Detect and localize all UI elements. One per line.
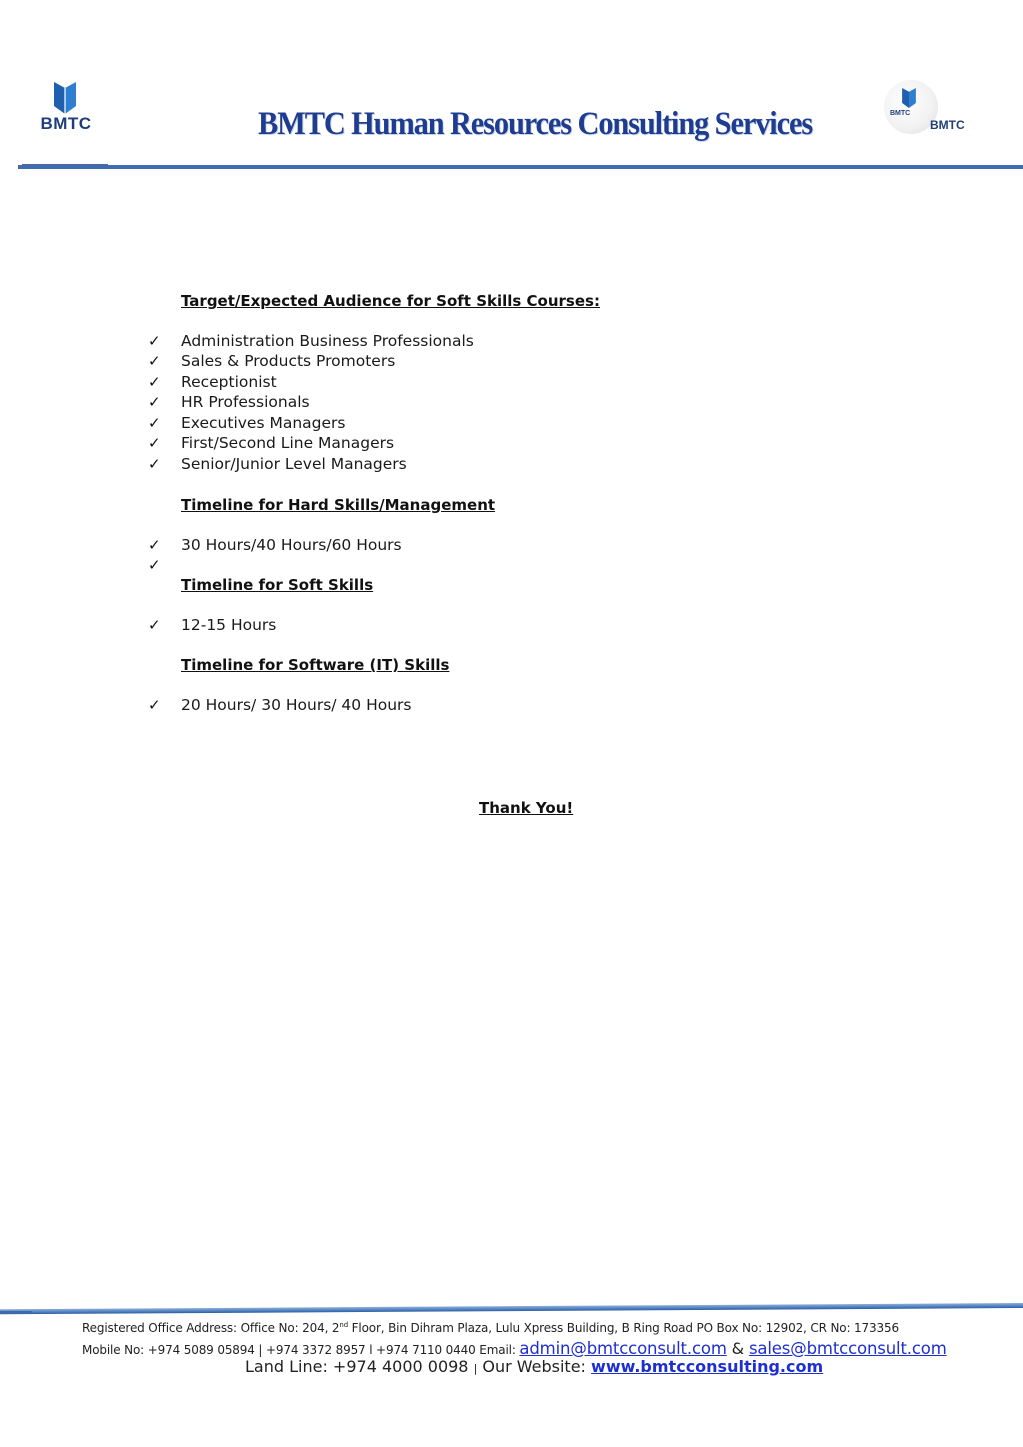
landline-text: Land Line: +974 4000 0098 (245, 1357, 474, 1376)
footer-address (82, 1321, 962, 1335)
footer-rule (0, 1303, 1023, 1314)
list-item-text: HR Professionals (181, 393, 310, 411)
website-label: Our Website: (477, 1357, 592, 1376)
list-item-text: Executives Managers (181, 414, 346, 432)
right-logo-mini-text: BMTC (890, 110, 911, 117)
email-link-admin[interactable]: admin@bmtcconsult.com (519, 1339, 727, 1358)
website-link[interactable]: www.bmtcconsulting.com (591, 1357, 824, 1376)
closing-text: Thank You! (479, 799, 574, 817)
left-logo-tagline (28, 134, 104, 138)
header-title: BMTC Human Resources Consulting Services (258, 106, 813, 142)
checkmark-icon: ✓ (148, 332, 161, 350)
left-logo-text: BMTC (40, 114, 92, 133)
email-separator: & (726, 1339, 749, 1358)
mobile-text: Mobile No: +974 5089 05894 | +974 3372 8957 l +974 7110 0440 Email: (82, 1343, 520, 1357)
checkmark-icon: ✓ (148, 414, 161, 432)
list-item-text: Receptionist (181, 373, 277, 391)
list-item-text: First/Second Line Managers (181, 434, 395, 452)
checkmark-icon: ✓ (148, 373, 161, 391)
list-item-text: Sales & Products Promoters (181, 352, 396, 370)
list-item-text: 20 Hours/ 30 Hours/ 40 Hours (181, 696, 412, 714)
bmtc-logo-right (882, 72, 978, 148)
footer-rule-tick (0, 1311, 32, 1313)
book-icon (52, 82, 78, 114)
separator: | (473, 1362, 478, 1375)
bmtc-logo-left (22, 78, 108, 168)
checkmark-icon: ✓ (148, 556, 161, 574)
right-logo-text: BMTC (930, 118, 965, 132)
header-rule (18, 165, 1023, 169)
checkmark-icon: ✓ (148, 536, 161, 554)
address-sup: nd (339, 1321, 348, 1329)
list-item-text: Senior/Junior Level Managers (181, 455, 407, 473)
book-icon (900, 88, 918, 108)
footer-contacts (82, 1339, 962, 1358)
email-link-sales[interactable]: sales@bmtcconsult.com (748, 1339, 947, 1358)
list-item-text: 12-15 Hours (181, 616, 277, 634)
checkmark-icon: ✓ (148, 393, 161, 411)
software-skills-heading: Timeline for Software (IT) Skills (181, 656, 450, 674)
address-pre: Registered Office Address: Office No: 204, 2 (82, 1321, 340, 1335)
list-item-text: Administration Business Professionals (181, 332, 474, 350)
list-item-text: 30 Hours/40 Hours/60 Hours (181, 536, 402, 554)
checkmark-icon: ✓ (148, 616, 161, 634)
checkmark-icon: ✓ (148, 352, 161, 370)
audience-heading: Target/Expected Audience for Soft Skills Courses: (181, 292, 600, 310)
hard-skills-heading: Timeline for Hard Skills/Management (181, 496, 496, 514)
checkmark-icon: ✓ (148, 455, 161, 473)
footer-landline (245, 1357, 823, 1376)
checkmark-icon: ✓ (148, 696, 161, 714)
checkmark-icon: ✓ (148, 434, 161, 452)
soft-skills-heading: Timeline for Soft Skills (181, 576, 374, 594)
address-post: Floor, Bin Dihram Plaza, Lulu Xpress Building, B Ring Road PO Box No: 12902, CR No: 173356 (348, 1321, 899, 1335)
